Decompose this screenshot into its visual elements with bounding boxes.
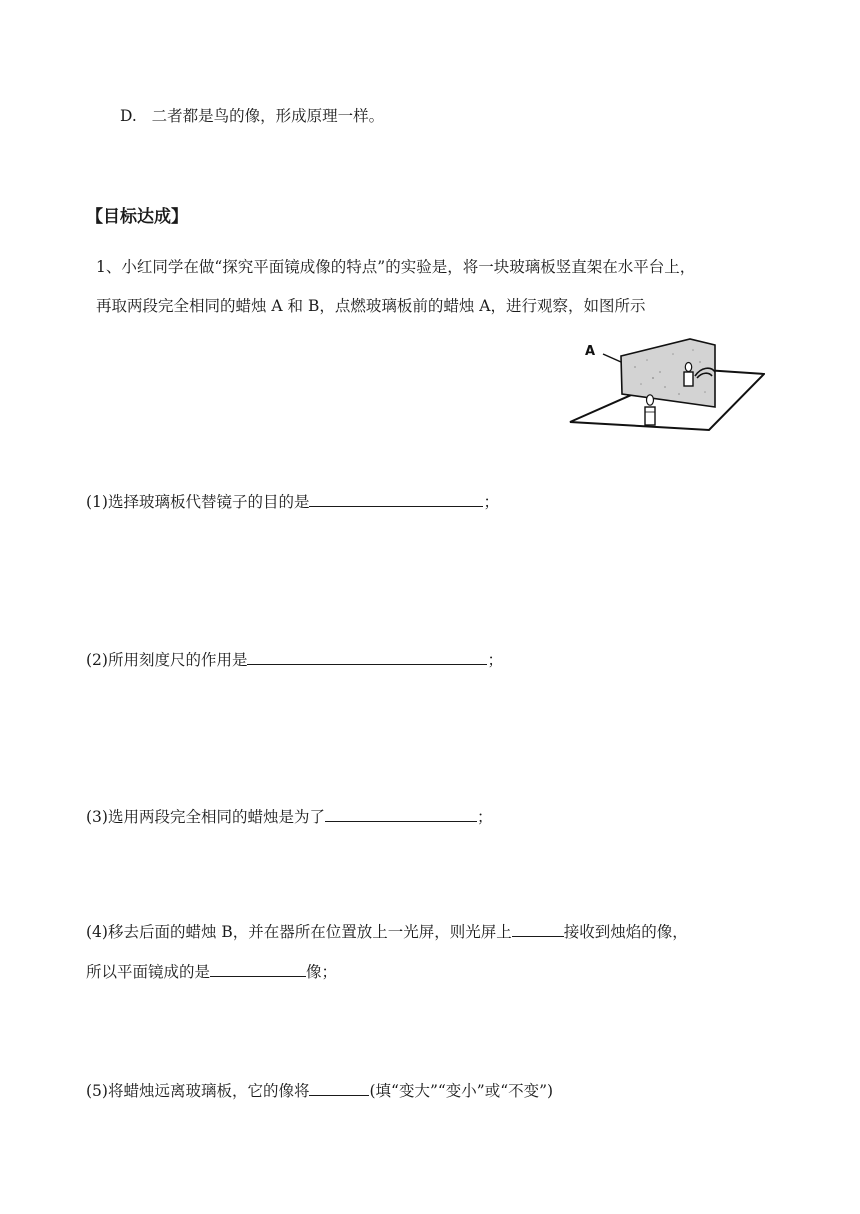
answer-blank-5[interactable] <box>309 1079 369 1096</box>
question-1-5-end: (填“变大”“变小”或“不变”) <box>369 1082 554 1100</box>
answer-blank-2[interactable] <box>247 648 487 665</box>
question-1-1 <box>86 490 499 512</box>
candle-a <box>645 395 655 425</box>
answer-blank-3[interactable] <box>325 805 477 822</box>
label-pointer <box>603 354 621 362</box>
option-d-text: 二者都是鸟的像，形成原理一样。 <box>151 107 385 125</box>
question-1-line-1: 1、小红同学在做“探究平面镜成像的特点”的实验是，将一块玻璃板竖直架在水平台上， <box>96 258 696 276</box>
question-1-4-line-2 <box>86 960 337 982</box>
question-1-4-text: (4)移去后面的蜡烛 B，并在器所在位置放上一光屏，则光屏上 <box>86 923 512 941</box>
plane-mirror-experiment-figure <box>565 332 765 434</box>
question-1-5 <box>86 1079 553 1101</box>
question-1-1-text: (1)选择玻璃板代替镜子的目的是 <box>86 493 310 511</box>
option-d <box>120 106 384 126</box>
question-1-4-end-2: 像； <box>306 963 338 981</box>
answer-blank-4a[interactable] <box>512 920 564 937</box>
question-1-4-end: 接收到烛焰的像， <box>563 923 688 941</box>
question-1-2-text: (2)所用刻度尺的作用是 <box>86 651 248 669</box>
answer-blank-1[interactable] <box>309 490 483 507</box>
option-d-label: D. <box>120 107 137 125</box>
question-1-3 <box>86 805 492 827</box>
question-1-5-text: (5)将蜡烛远离玻璃板，它的像将 <box>86 1082 310 1100</box>
question-1-4-text-2: 所以平面镜成的是 <box>86 963 211 981</box>
question-1-1-end: ； <box>483 493 499 511</box>
figure-label-a: A <box>585 344 596 359</box>
question-1-3-end: ； <box>476 808 493 826</box>
question-1-4-line-1 <box>86 920 688 942</box>
question-1-2 <box>86 648 503 670</box>
section-title: 【目标达成】 <box>86 207 188 227</box>
answer-blank-4b[interactable] <box>210 960 306 977</box>
question-1-2-end: ； <box>487 651 503 669</box>
question-1-3-text: (3)选用两段完全相同的蜡烛是为了 <box>86 808 325 826</box>
question-1-line-2: 再取两段完全相同的蜡烛 A 和 B，点燃玻璃板前的蜡烛 A，进行观察，如图所示 <box>96 297 646 315</box>
